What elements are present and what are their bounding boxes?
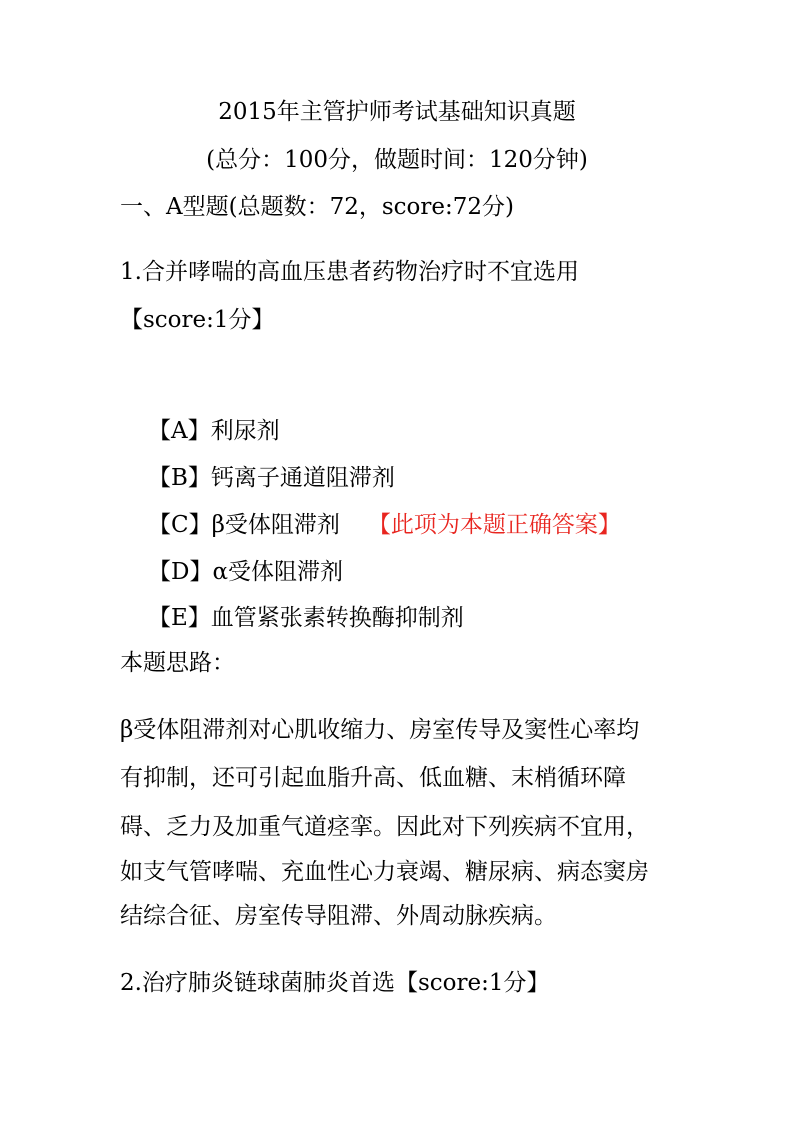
option-a [148, 416, 280, 446]
analysis-line: 结综合征、房室传导阻滞、外周动脉疾病。 [120, 903, 557, 929]
option-c-label: 【C】 [148, 512, 212, 538]
document-subtitle: (总分：100分，做题时间：120分钟) [206, 147, 588, 173]
analysis-title: 本题思路： [120, 650, 235, 676]
analysis-line: 碍、乏力及加重气道痉挛。因此对下列疾病不宜用， [120, 814, 649, 840]
question-1-stem: 1.合并哮喘的高血压患者药物治疗时不宜选用 [120, 259, 579, 285]
option-e [148, 603, 464, 633]
correct-answer-mark: 【此项为本题正确答案】 [367, 512, 621, 538]
document-title: 2015年主管护师考试基础知识真题 [218, 99, 576, 125]
option-c-text: β受体阻滞剂 [211, 512, 340, 538]
analysis-line: 有抑制，还可引起血脂升高、低血糖、末梢循环障 [120, 765, 626, 791]
analysis-line: β受体阻滞剂对心肌收缩力、房室传导及窦性心率均 [120, 717, 640, 743]
option-a-text: 利尿剂 [210, 418, 280, 444]
option-d-label: 【D】 [148, 559, 213, 585]
question-1-score: 【score:1分】 [120, 307, 275, 333]
option-d [148, 557, 343, 587]
option-b-label: 【B】 [148, 465, 211, 491]
question-2-stem: 2.治疗肺炎链球菌肺炎首选【score:1分】 [120, 970, 550, 996]
option-e-text: 血管紧张素转换酶抑制剂 [210, 605, 464, 631]
option-e-label: 【E】 [148, 605, 211, 631]
analysis-line: 如支气管哮喘、充血性心力衰竭、糖尿病、病态窦房 [120, 859, 649, 885]
option-b-text: 钙离子通道阻滞剂 [210, 465, 395, 491]
option-c [148, 510, 621, 540]
section-header: 一、A型题(总题数：72，score:72分) [120, 194, 514, 220]
option-b [148, 463, 395, 493]
option-d-text: α受体阻滞剂 [212, 559, 343, 585]
option-a-label: 【A】 [148, 418, 211, 444]
